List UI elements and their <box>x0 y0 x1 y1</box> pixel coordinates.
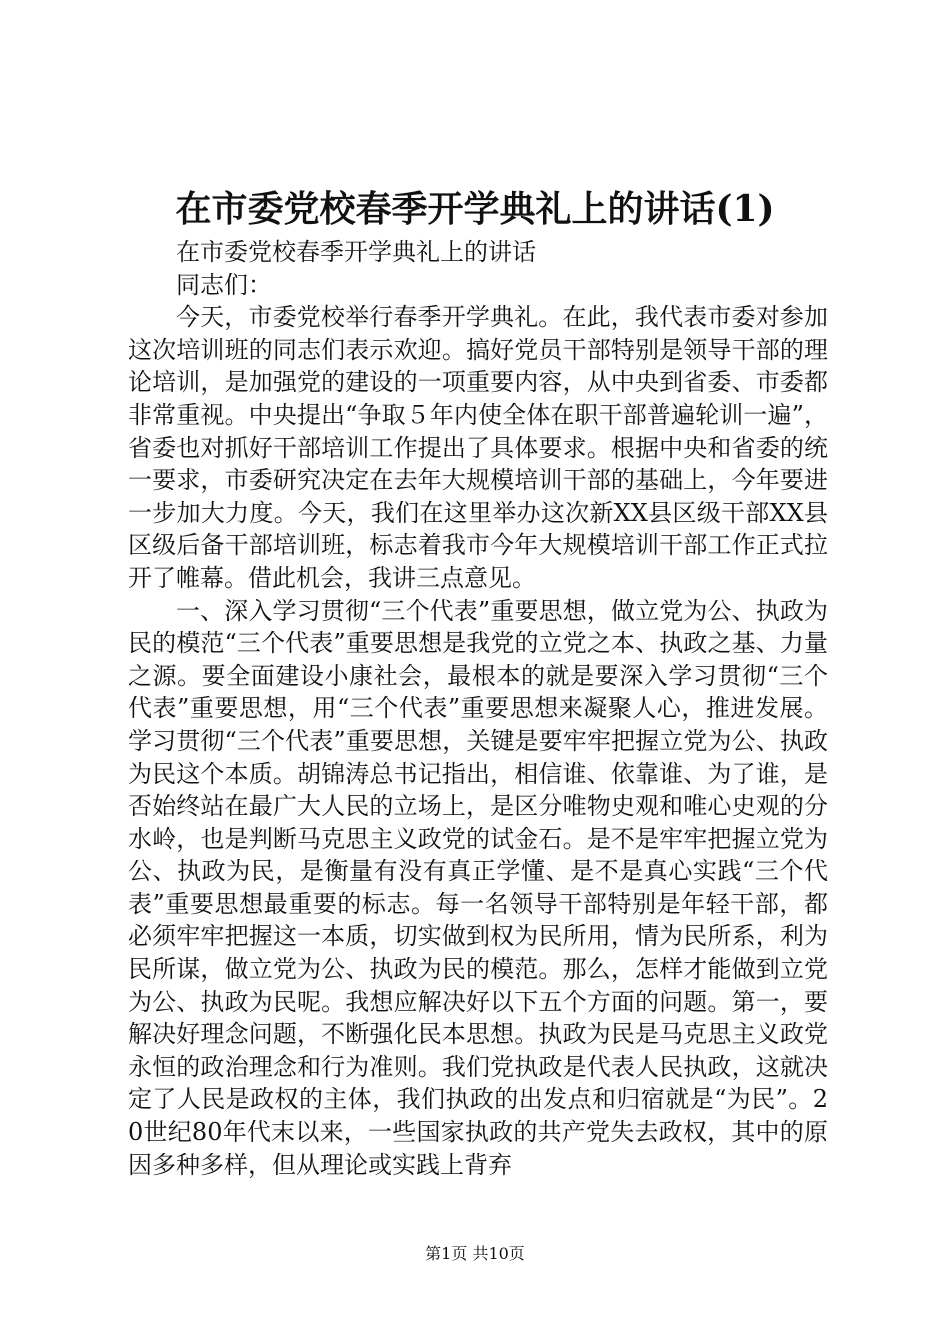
intro-paragraph: 今天，市委党校举行春季开学典礼。在此，我代表市委对参加这次培训班的同志们表示欢迎。搞好党员干部特别是领导干部的理论培训，是加强党的建设的一项重要内容，从中央到省委、市委都非常重视。中央提出“争取５年内使全体在职干部普遍轮训一遍”，省委也对抓好干部培训工作提出了具体要求。根据中央和省委的统一要求，市委研究决定在去年大规模培训干部的基础上，今年要进一步加大力度。今天，我们在这里举办这次新XX县区级干部XX县区级后备干部培训班，标志着我市今年大规模培训干部工作正式拉开了帷幕。借此机会，我讲三点意见。 <box>128 303 828 592</box>
document-body <box>128 236 828 1181</box>
section-one-paragraph: 一、深入学习贯彻“三个代表”重要思想，做立党为公、执政为民的模范“三个代表”重要思想是我党的立党之本、执政之基、力量之源。要全面建设小康社会，最根本的就是要深入学习贯彻“三个代表”重要思想，用“三个代表”重要思想来凝聚人心，推进发展。学习贯彻“三个代表”重要思想，关键是要牢牢把握立党为公、执政为民这个本质。胡锦涛总书记指出，相信谁、依靠谁、为了谁，是否始终站在最广大人民的立场上，是区分唯物史观和唯心史观的分水岭，也是判断马克思主义政党的试金石。是不是牢牢把握立党为公、执政为民，是衡量有没有真正学懂、是不是真心实践“三个代表”重要思想最重要的标志。每一名领导干部特别是年轻干部，都必须牢牢把握这一本质，切实做到权为民所用，情为民所系，利为民所谋，做立党为公、执政为民的模范。那么，怎样才能做到立党为公、执政为民呢。我想应解决好以下五个方面的问题。第一，要解决好理念问题，不断强化民本思想。执政为民是马克思主义政党永恒的政治理念和行为准则。我们党执政是代表人民执政，这就决定了人民是政权的主体，我们执政的出发点和归宿就是“为民”。20世纪80年代末以来，一些国家执政的共产党失去政权，其中的原因多种多样，但从理论或实践上背弃 <box>128 596 828 1179</box>
document-title: 在市委党校春季开学典礼上的讲话(1) <box>175 188 775 230</box>
subtitle-paragraph: 在市委党校春季开学典礼上的讲话 <box>176 238 536 266</box>
page-footer: 第1页 共10页 <box>425 1244 525 1263</box>
salutation-paragraph: 同志们： <box>176 270 272 299</box>
